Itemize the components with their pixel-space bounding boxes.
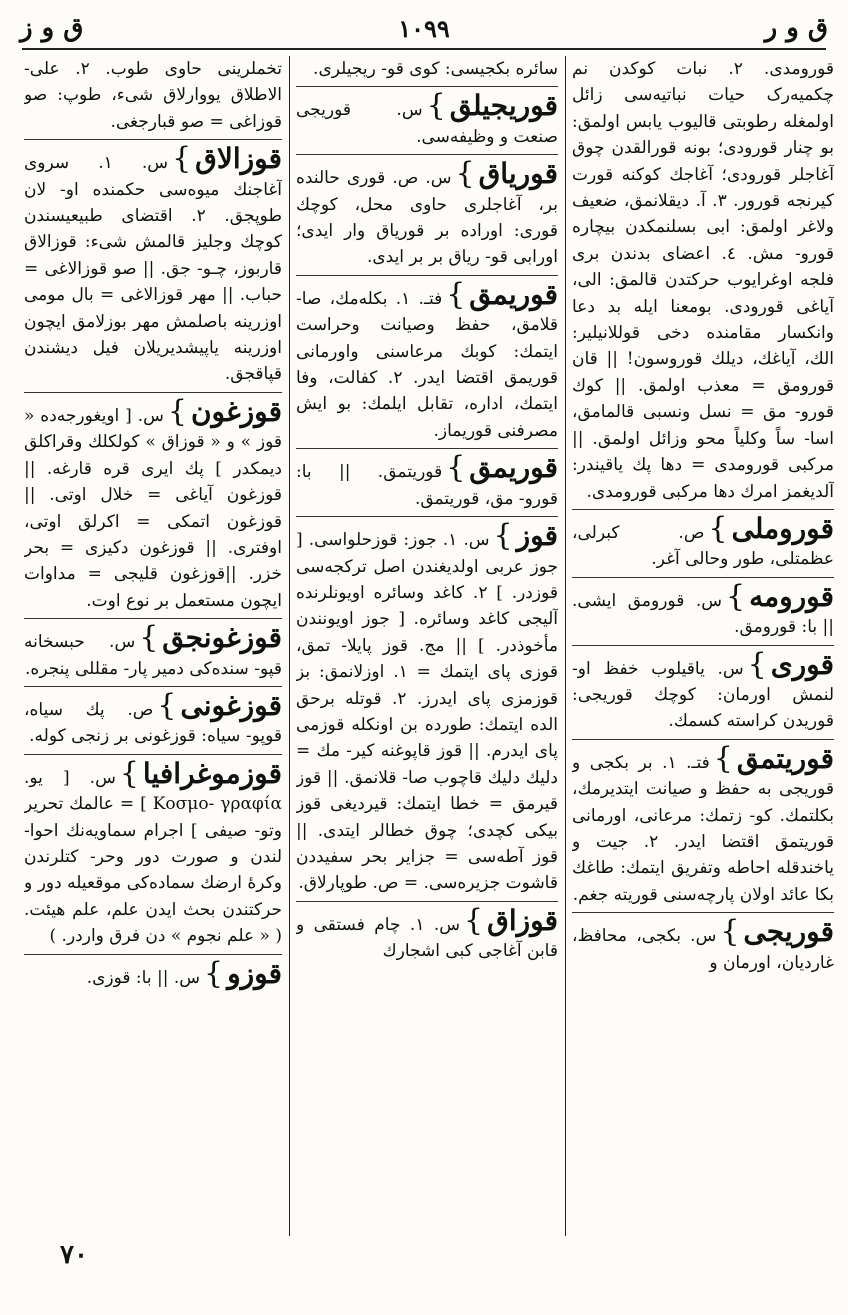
entry-definition: س. قوریجی صنعت و وظیفه‌سی. (296, 100, 558, 147)
entry-brace: } (720, 914, 740, 950)
entry-definition: سائره بکجیسی: کوی قو- ریجیلری. (313, 59, 558, 79)
header-rule (22, 48, 826, 50)
header-right-letters: ق و ر (764, 13, 828, 43)
dictionary-entry (296, 154, 558, 271)
entry-headword: قوزغونجق (162, 621, 282, 655)
entry-definition: س. || با: قوزی. (86, 967, 200, 988)
entry-definition: س. ١. چام فستقی و قابن آغاجی کبی اشجارك (296, 914, 558, 962)
dictionary-entry (296, 275, 558, 444)
entry-headword: قوریاق (478, 157, 558, 191)
dictionary-entry (572, 56, 834, 505)
column-middle (296, 56, 558, 1236)
column-separator (289, 56, 290, 1236)
entry-definition: فتـ. ١. بر بکجی و قوریجی به حفظ و صیانت ایتدیرمك، بکلتمك. کو- زتمك: مرعانی، اورمانی قوریتمق اقتضا ایدر. ٢. جیت و یاخندقله احاطه وتفریق ایتمك: طاغك بکا عائد اولان پارچه‌سنی قوریته جغم. (572, 752, 834, 905)
page-header (20, 8, 828, 48)
column-left (24, 56, 282, 1236)
dictionary-entry (24, 754, 282, 950)
entry-definition: س. حبسخانه قپو- سنده‌کی دمیر پار- مقللی پنجره. (24, 632, 282, 679)
entry-headword: قوریمق (469, 451, 558, 485)
entry-headword: قوزو (227, 956, 282, 990)
entry-definition: ص. پك سیاه، قوپو- سیاه: قوزغونی بر زنجی کوله. (24, 699, 282, 747)
entry-brace: } (455, 156, 475, 192)
entry-headword: قوریمق (469, 277, 558, 311)
entry-definition: س. ١. سروی آغاجنك میوه‌سی حکمنده او- لان طوپجق. ٢. اقتضای طبیعیسندن کوچك وجلیز قالمش شیء: قوزالاق قاربوز، چـو- جق. || صو قوزالاغی = حباب. || مهر قوزالاغی = بال مومی اوزرینه باصلمش مهر بوزلامق ایچون اوزرینه یاپیشدیریلان فیل دیشندن قپاقجق. (24, 153, 282, 385)
entry-brace: } (426, 88, 446, 124)
dictionary-entry (24, 392, 282, 614)
dictionary-entry (572, 509, 834, 573)
entry-headword: قوریتمق (736, 741, 834, 775)
dictionary-entry (296, 901, 558, 965)
dictionary-entry (24, 954, 282, 991)
entry-brace: } (713, 740, 733, 776)
entry-brace: } (167, 393, 187, 429)
entry-definition: س. بکجی، محافظ، غاردیان، اورمان و (572, 926, 834, 973)
entry-headword: قوریجی (743, 915, 834, 949)
entry-definition: قورومدی. ٢. نبات کوکدن نم چکمیه‌رک حیات نباتیه‌سی زائل اولمغله رطوبتی قالیوب یابس اولمق: بو چنار قورودی؛ بونه قورالقدن چوق آغاجلر قورودی؛ آغاجك كوكنه قورت کیرنجه قورور. ٣. آ. دیقلانمق، ضعیف ولاغر اولمق: ابی بسلنمکدن بیچاره قورو- مش. ٤. اعضای بدندن بری فلجه اوغرایوب حرکتدن قالمق: الی، آیاغی قورودی. بومعنا ایله بد دعا وانکسار مقامنده دخی قوللانیلیر: الك، آیاغك، دیلك قوروسون! || قان قورومق = معذب اولمق. || کوك قورو- مق = نسل ونسبی قالمامق، اسا- ساً وکلیاً محو وزائل اولمق. || مرکبی قورومدی = دها پك یاقیندر: آلدیغمز امرك دها مرکبی قورومدی. (572, 59, 834, 502)
dictionary-entry (296, 86, 558, 150)
dictionary-entry (296, 448, 558, 512)
dictionary-entry (296, 56, 558, 82)
entry-definition: س. [ اویغورجه‌ده « قوز » و « قوزاق » کولکلك وقراکلق دیمکدر ] پك ایری قره قارغه. || قوزغون آیاغی = خلال اوتی. || قوزغون اتمکی = اکرلق اوتی، اوفتری. || قوزغون دکیزی = بحر خزر. ||قوزغون قلیجی = مداوات ایچون مستعمل بر نوع اوت. (24, 405, 282, 611)
dictionary-entry (24, 139, 282, 388)
entry-definition: س. ١. جوز: قوزحلواسی. [ جوز عربی اولدیغندن اصل ترکجه‌سی قوزدر. ] ٢. کاغد وسائره اویونلرنده آلیجی کاغد وسائره. [ جوز اویونندن مأخوذدر. ] || مج. قوز پایلا- تمق، قوزی پای ایتمك = ١. اوزلانمق: بز قوزمزی پای ایدرز. ٢. قوتله برحق الده ایتمك: طورده بن اونکله قوزمی پای ایدرم. || قوز قاپوغنه کیر- مك = دلیك دلیك قاچوب صا- قلانمق. || قوز قیرمق = خطا ایتمك: قیردیغی قوز بیکی کچدی؛ چوق خطالر ایتدی. || قوز آطه‌سی = جزایر بحر سفیددن قاشوت جزیره‌سی. = ص. طوپارلاق. (296, 530, 558, 894)
column-separator (565, 56, 566, 1236)
entry-brace: } (464, 902, 484, 938)
entry-brace: } (708, 510, 728, 546)
dictionary-entry (572, 912, 834, 976)
entry-definition: س. یاقیلوب خفظ او- لنمش اورمان: کوچك قوریجی: قوریدن کراسته کسمك. (572, 658, 834, 732)
entry-headword: قوزاق (487, 903, 558, 937)
entry-headword: قوزالاق (195, 142, 282, 176)
page-signature: ٧٠ (60, 1240, 88, 1270)
entry-definition: ص. کبرلی، عظمتلی، طور وحالی آغر. (572, 522, 834, 570)
dictionary-entry (572, 739, 834, 908)
entry-headword: قوز (516, 519, 558, 553)
entry-headword: قوری (770, 647, 834, 681)
entry-definition: س. قورومق ایشی. || با: قورومق. (572, 590, 834, 638)
column-right (572, 56, 834, 1236)
entry-headword: قوزغونی (180, 688, 282, 722)
entry-headword: قوزغون (190, 394, 282, 428)
page-number: ١٠٩٩ (398, 13, 450, 43)
dictionary-entry (296, 516, 558, 897)
entry-brace: } (172, 141, 192, 177)
entry-brace: } (747, 646, 767, 682)
dictionary-entry (24, 618, 282, 682)
entry-brace: } (726, 578, 746, 614)
entry-definition: قوریتمق. || با: قورو- مق، قوریتمق. (296, 462, 558, 509)
entry-definition: س. [ یو. Κοσμο- γραφία ] = عالمك تحریر وتو- صیفی ] اجرام سماویه‌نك احوا- لندن و صورت دور وحر- کتلرندن وکرهٔ ارضك سماده‌کی موقعیله دور و حرکتندن بحث ایدن علم، علم هیئت. ( « علم نجوم » دن فرق واردر. ) (24, 767, 282, 947)
header-left-letters: ق و ز (20, 13, 84, 43)
dictionary-entry (24, 56, 282, 135)
entry-headword: قوزموغرافیا (142, 756, 282, 790)
entry-headword: قوریجیلق (449, 89, 558, 123)
entry-brace: } (446, 450, 466, 486)
entry-brace: } (446, 276, 466, 312)
dictionary-entry (572, 577, 834, 641)
entry-headword: قوروملی (731, 511, 834, 545)
entry-definition: فتـ. ١. بکله‌مك، صا- قلامق، حفظ وصیانت وحراست ایتمك: کوبك مرعاسنی واورمانی قوریمق اقتضا ایدر. ٢. کفالت، وفا ایتمك، اداره، تقابل ایلمك: بو ایش مصرفنی قوریماز. (296, 288, 558, 441)
dictionary-entry (24, 686, 282, 750)
entry-brace: } (139, 620, 159, 656)
entry-definition: تخملرینی حاوی طوب. ٢. علی- الاطلاق یووارلاق شیء، طوپ: صو قوزاغی = صو قبارجغی. (24, 59, 282, 132)
entry-brace: } (204, 955, 224, 991)
entry-definition: س. ص. قوری حالنده بر، آغاجلری حاوی محل، کوچك قوری: اوراده بر قوریاق وار ایدی؛ اورابی قو- ریاق بر بر ایدی. (296, 168, 558, 268)
entry-brace: } (157, 687, 177, 723)
entry-brace: } (493, 518, 513, 554)
dictionary-entry (572, 645, 834, 735)
entry-brace: } (119, 755, 139, 791)
entry-headword: قورومه (749, 579, 834, 613)
